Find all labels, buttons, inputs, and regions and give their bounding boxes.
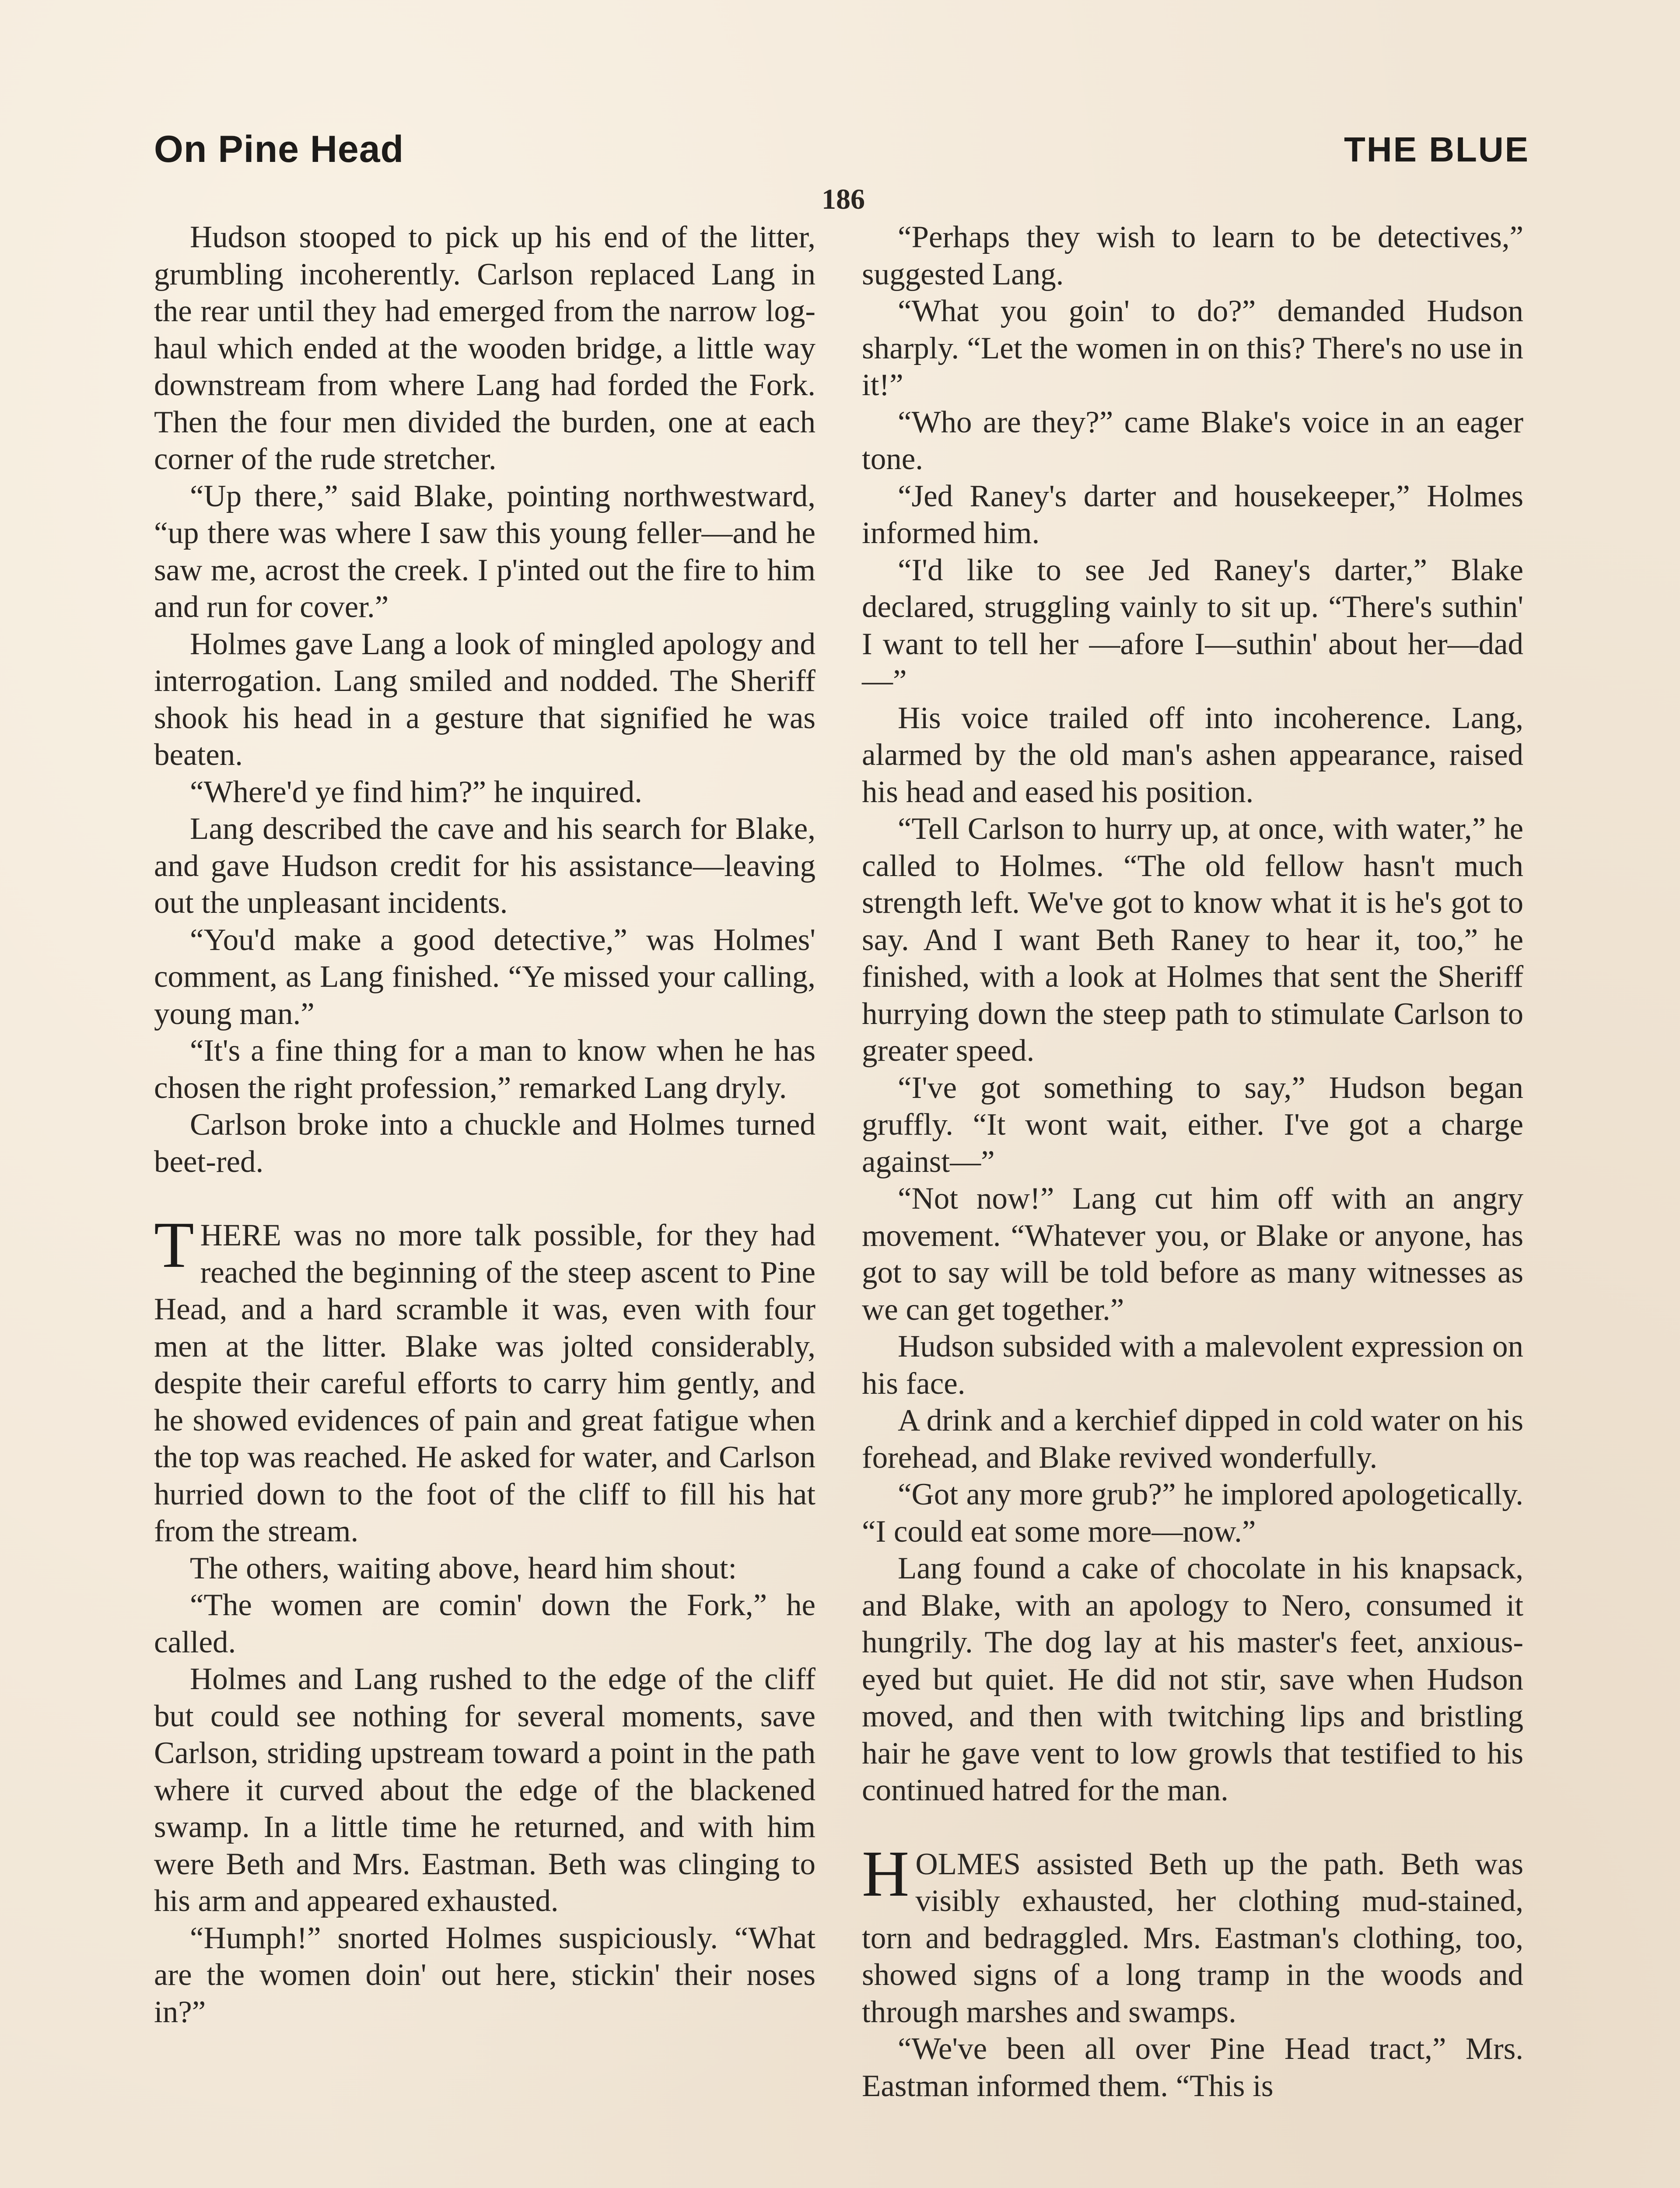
paragraph: “Jed Raney's darter and housekeeper,” Holmes informed him.	[862, 479, 1523, 550]
paragraph: “Who are they?” came Blake's voice in an eager tone.	[862, 405, 1523, 476]
paragraph: “What you goin' to do?” demanded Hudson sharply. “Let the women in on this? There's no use in it!”	[862, 294, 1523, 402]
paragraph: “Humph!” snorted Holmes suspiciously. “What are the women doin' out here, stickin' their noses in?”	[154, 1921, 816, 2029]
paragraph: A drink and a kerchief dipped in cold water on his forehead, and Blake revived wonderfully.	[862, 1403, 1523, 1475]
paragraph: Holmes gave Lang a look of mingled apology and interrogation. Lang smiled and nodded. The Sheriff shook his head in a gesture that signified he was beaten.	[154, 627, 816, 772]
section-opening-paragraph	[154, 1209, 816, 1550]
paragraph-text: OLMES assisted Beth up the path. Beth was visibly exhausted, her clothing mud-stained, torn and bedraggled. Mrs. Eastman's clothing, too, showed signs of a long tramp in the woods and through marshes and swamps.	[862, 1847, 1523, 2029]
paragraph: Holmes and Lang rushed to the edge of the cliff but could see nothing for several moments, save Carlson, striding upstream toward a point in the path where it curved about the edge of the blackened swamp. In a little time he returned, and with him were Beth and Mrs. Eastman. Beth was clinging to his arm and appeared exhausted.	[154, 1662, 816, 1918]
paragraph: Hudson subsided with a malevolent expression on his face.	[862, 1329, 1523, 1401]
drop-cap: H	[862, 1837, 910, 1910]
paragraph: “Not now!” Lang cut him off with an angry movement. “Whatever you, or Blake or anyone, has got to say will be told before as many witnesses as we can get together.”	[862, 1182, 1523, 1327]
paragraph: Lang described the cave and his search for Blake, and gave Hudson credit for his assistance—leaving out the unpleasant incidents.	[154, 812, 816, 920]
paragraph: “Where'd ye find him?” he inquired.	[190, 775, 642, 809]
drop-cap: T	[154, 1209, 194, 1281]
paragraph: The others, waiting above, heard him shout:	[190, 1551, 737, 1585]
paragraph: Carlson broke into a chuckle and Holmes turned beet-red.	[154, 1108, 816, 1179]
paragraph: “It's a fine thing for a man to know when he has chosen the right profession,” remarked Lang dryly.	[154, 1034, 816, 1105]
paragraph: “Up there,” said Blake, pointing northwestward, “up there was where I saw this young feller—and he saw me, acrost the creek. I p'inted out the fire to him and run for cover.”	[154, 479, 816, 624]
paragraph: “Tell Carlson to hurry up, at once, with water,” he called to Holmes. “The old fellow hasn't much strength left. We've got to know what it is he's got to say. And I want Beth Raney to hear it, too,” he finished, with a look at Holmes that sent the Sheriff hurrying down the steep path to stimulate Carlson to greater speed.	[862, 812, 1523, 1068]
page-number: 186	[822, 183, 865, 215]
running-head-magazine-title: THE BLUE	[1344, 130, 1530, 169]
paragraph: “I'd like to see Jed Raney's darter,” Blake declared, struggling vainly to sit up. “There's suthin' I want to tell her —afore I—suthin' about her—dad—”	[862, 553, 1523, 698]
section-opening-paragraph	[862, 1837, 1523, 2031]
running-head-story-title: On Pine Head	[154, 128, 404, 170]
right-text-column	[862, 219, 1523, 2104]
paragraph: “You'd make a good detective,” was Holmes' comment, as Lang finished. “Ye missed your calling, young man.”	[154, 922, 816, 1031]
left-text-column	[154, 219, 816, 2030]
paragraph: “The women are comin' down the Fork,” he called.	[154, 1588, 816, 1659]
paragraph: His voice trailed off into incoherence. Lang, alarmed by the old man's ashen appearance, raised his head and eased his position.	[862, 701, 1523, 809]
paragraph: Hudson stooped to pick up his end of the litter, grumbling incoherently. Carlson replaced Lang in the rear until they had emerged from the narrow log-haul which ended at the wooden bridge, a little way downstream from where Lang had forded the Fork. Then the four men divided the burden, one at each corner of the rude stretcher.	[154, 220, 816, 476]
paragraph-text: HERE was no more talk possible, for they had reached the beginning of the steep ascent to Pine Head, and a hard scramble it was, even with four men at the litter. Blake was jolted considerably, despite their careful efforts to carry him gently, and he showed evidences of pain and great fatigue when the top was reached. He asked for water, and Carlson hurried down to the foot of the cliff to fill his hat from the stream.	[154, 1218, 816, 1548]
paragraph: “Perhaps they wish to learn to be detectives,” suggested Lang.	[862, 220, 1523, 291]
paragraph: “I've got something to say,” Hudson began gruffly. “It wont wait, either. I've got a charge against—”	[862, 1070, 1523, 1179]
paragraph: Lang found a cake of chocolate in his knapsack, and Blake, with an apology to Nero, consumed it hungrily. The dog lay at his master's feet, anxious-eyed but quiet. He did not stir, save when Hudson moved, and then with twitching lips and bristling hair he gave vent to low growls that testified to his continued hatred for the man.	[862, 1551, 1523, 1807]
paragraph: “Got any more grub?” he implored apologetically. “I could eat some more—now.”	[862, 1477, 1523, 1549]
paragraph: “We've been all over Pine Head tract,” Mrs. Eastman informed them. “This is	[862, 2032, 1523, 2103]
